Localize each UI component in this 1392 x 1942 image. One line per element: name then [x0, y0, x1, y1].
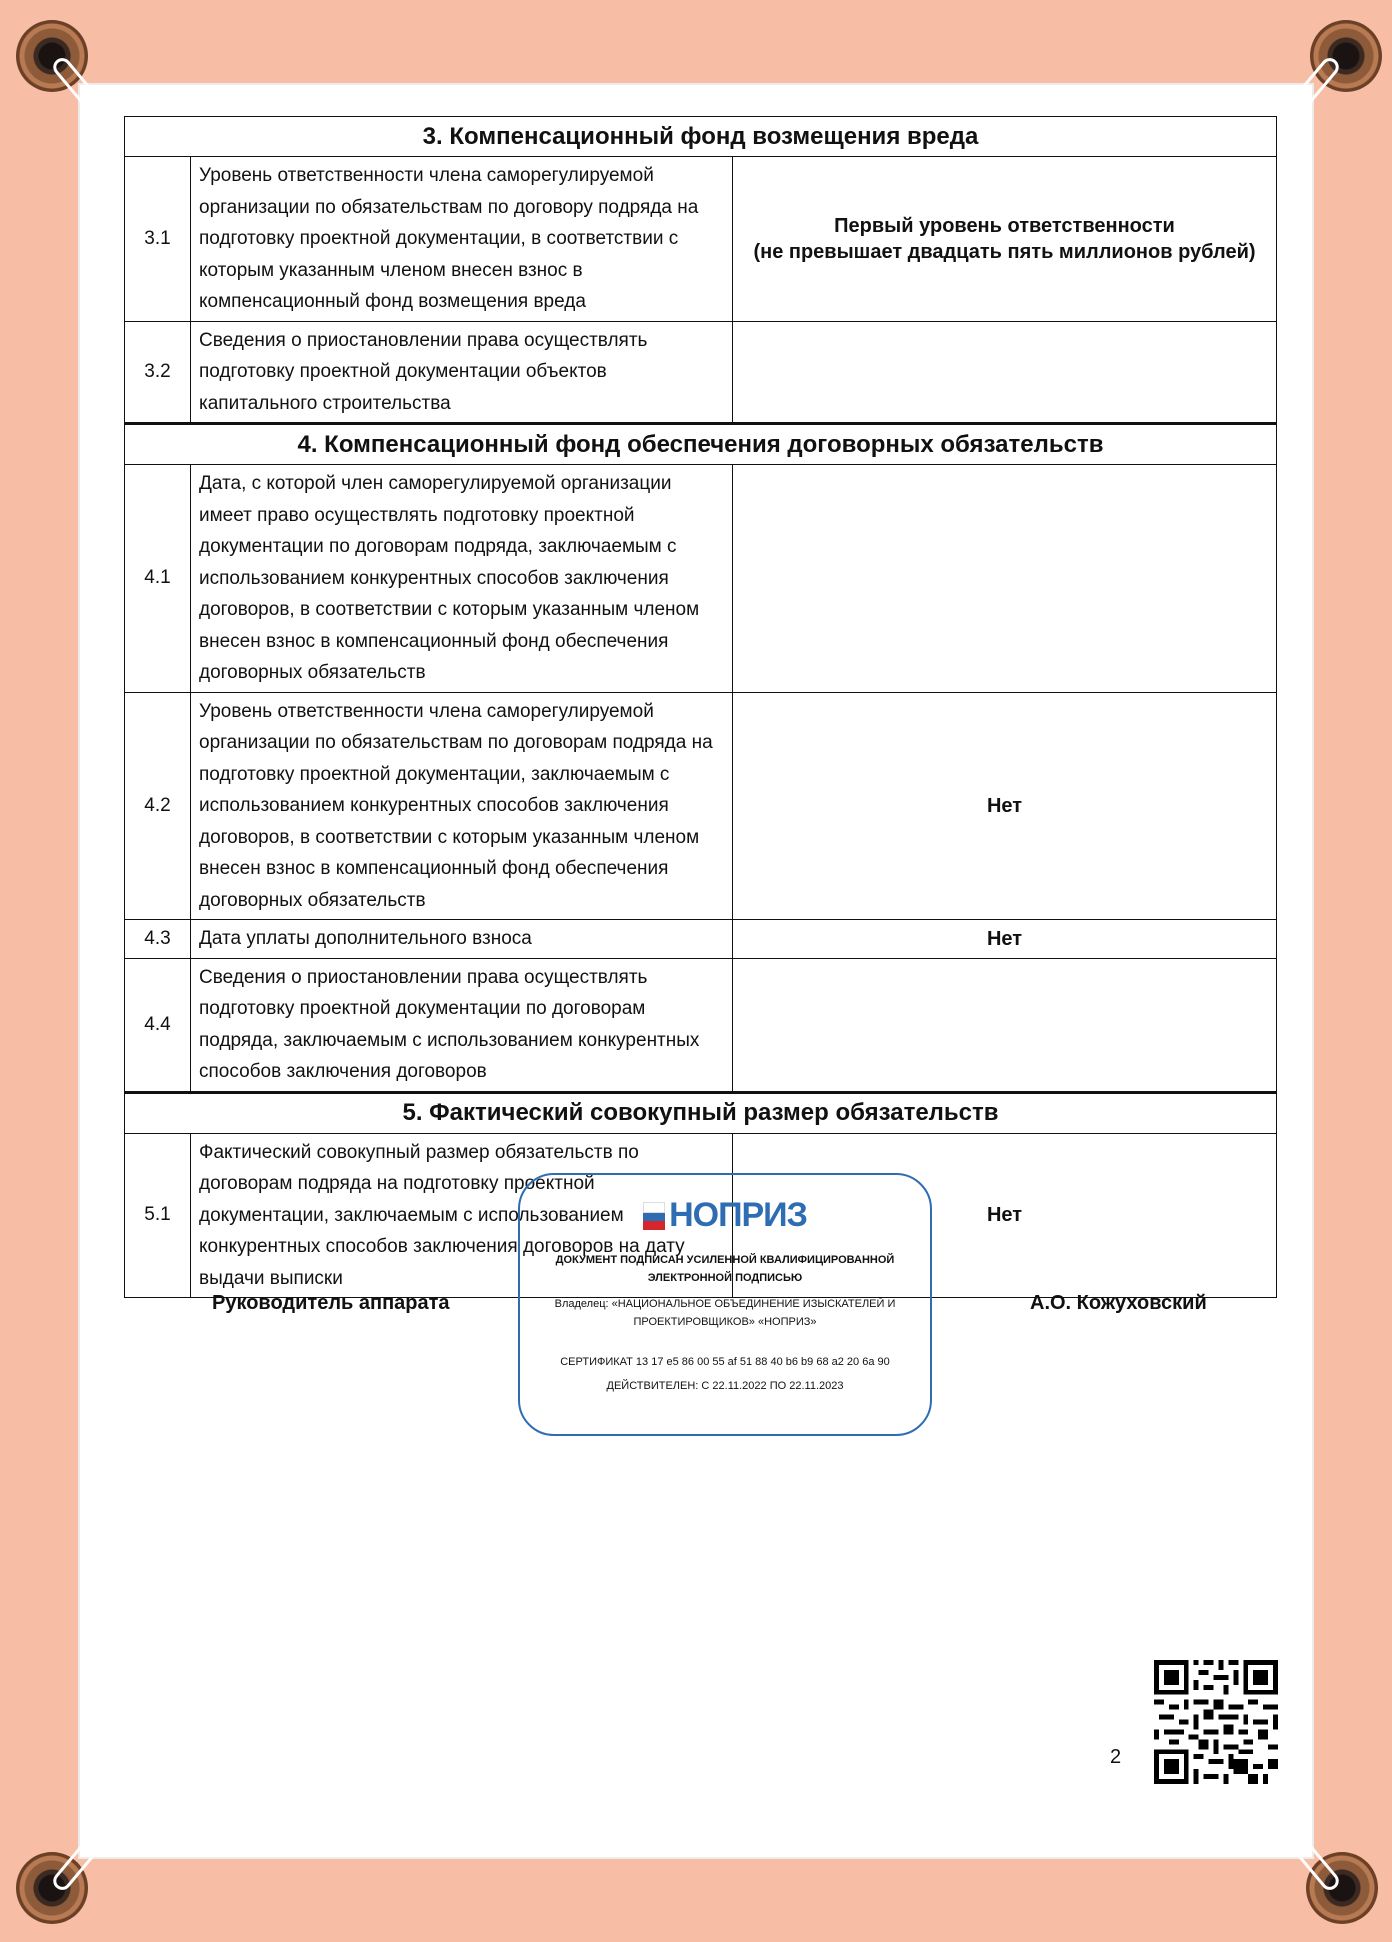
qr-code — [1154, 1660, 1278, 1784]
stamp-signed-line-2: ЭЛЕКТРОННОЙ ПОДПИСЬЮ — [647, 1272, 803, 1284]
flag-icon — [643, 1202, 665, 1228]
table-row — [125, 920, 1277, 959]
row-value: Нет — [733, 692, 1277, 920]
table-row — [125, 958, 1277, 1092]
section-5-title: 5. Фактический совокупный размер обязательств — [125, 1092, 1277, 1133]
stamp-certificate: СЕРТИФИКАТ 13 17 e5 86 00 55 af 51 88 40 b6 b9 68 a2 20 6a 90 — [560, 1356, 890, 1368]
section-3-title: 3. Компенсационный фонд возмещения вреда — [125, 117, 1277, 157]
row-value: Нет — [733, 920, 1277, 959]
stamp-validity: ДЕЙСТВИТЕЛЕН: С 22.11.2022 ПО 22.11.2023 — [606, 1380, 844, 1392]
row-value: Нет — [733, 1133, 1277, 1298]
value-line-1: Первый уровень ответственности — [834, 214, 1175, 237]
row-number: 4.1 — [125, 465, 191, 693]
row-description: Уровень ответственности члена саморегулируемой организации по обязательствам по договорам подряда на подготовку проектной документации, заключаемым с использованием конкурентных способов заключения договоров, в соответствии с которым указанным членом внесен взнос в компенсационный фонд обеспечения договорных обязательств — [191, 692, 733, 920]
row-value — [733, 321, 1277, 424]
row-description: Уровень ответственности члена саморегулируемой организации по обязательствам по договору подряда на подготовку проектной документации, в соответствии с которым указанным членом внесен взнос в компенсационный фонд возмещения вреда — [191, 157, 733, 322]
row-number: 5.1 — [125, 1133, 191, 1298]
register-extract-table — [124, 116, 1277, 1298]
stamp-owner-line-2: ПРОЕКТИРОВЩИКОВ» «НОПРИЗ» — [633, 1316, 817, 1328]
row-value — [733, 958, 1277, 1092]
row-number: 4.3 — [125, 920, 191, 959]
section-4-header — [125, 424, 1277, 465]
signatory-name: А.О. Кожуховский — [1030, 1292, 1207, 1314]
row-number: 4.4 — [125, 958, 191, 1092]
section-3-header — [125, 117, 1277, 157]
row-number: 4.2 — [125, 692, 191, 920]
logo-text: НОПРИЗ — [669, 1196, 807, 1234]
row-description: Сведения о приостановлении права осуществлять подготовку проектной документации по договорам подряда, заключаемым с использованием конкурентных способов заключения договоров — [191, 958, 733, 1092]
table-row — [125, 321, 1277, 424]
section-5-header — [125, 1092, 1277, 1133]
stamp-signed-line-1: ДОКУМЕНТ ПОДПИСАН УСИЛЕННОЙ КВАЛИФИЦИРОВАННОЙ — [555, 1254, 895, 1266]
row-description: Сведения о приостановлении права осуществлять подготовку проектной документации объектов капитального строительства — [191, 321, 733, 424]
row-number: 3.2 — [125, 321, 191, 424]
row-description: Дата, с которой член саморегулируемой организации имеет право осуществлять подготовку проектной документации по договорам подряда, заключаемым с использованием конкурентных способов заключения договоров, в соответствии с которым указанным членом внесен взнос в компенсационный фонд обеспечения договорных обязательств — [191, 465, 733, 693]
row-description: Дата уплаты дополнительного взноса — [191, 920, 733, 959]
nopriz-logo — [520, 1193, 930, 1237]
electronic-signature-stamp — [518, 1173, 932, 1436]
page-number: 2 — [1110, 1746, 1122, 1768]
table-row — [125, 157, 1277, 322]
row-value — [733, 157, 1277, 322]
signatory-position: Руководитель аппарата — [212, 1292, 450, 1314]
table-row — [125, 692, 1277, 920]
section-4-title: 4. Компенсационный фонд обеспечения договорных обязательств — [125, 424, 1277, 465]
table-row — [125, 465, 1277, 693]
stamp-owner-line-1: Владелец: «НАЦИОНАЛЬНОЕ ОБЪЕДИНЕНИЕ ИЗЫСКАТЕЛЕЙ И — [554, 1298, 896, 1310]
value-line-2: (не превышает двадцать пять миллионов рублей) — [753, 240, 1256, 263]
row-description: Фактический совокупный размер обязательств по договорам подряда на подготовку проектной документации, заключаемым с использованием конкурентных способов заключения договоров на дату выдачи выписки — [191, 1133, 733, 1298]
row-value — [733, 465, 1277, 693]
row-number: 3.1 — [125, 157, 191, 322]
